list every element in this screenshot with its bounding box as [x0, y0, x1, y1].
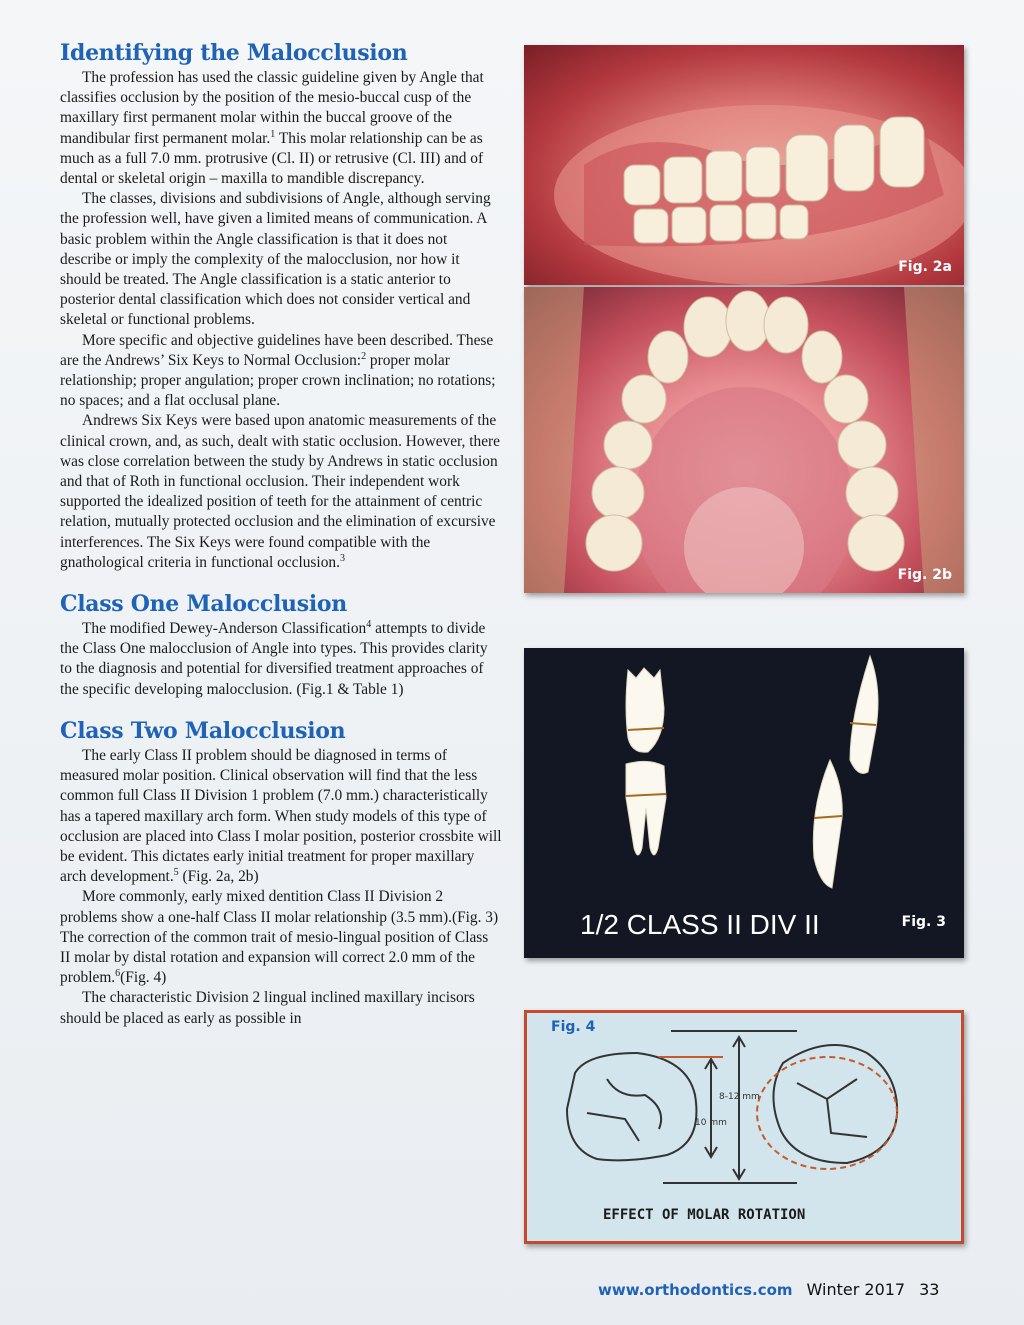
body-paragraph [60, 411, 502, 573]
body-paragraph [60, 619, 502, 700]
article-section [60, 40, 502, 573]
body-paragraph [60, 68, 502, 189]
paragraph-text: The characteristic Division 2 lingual inclined maxillary incisors should be placed as early as possible in [60, 989, 475, 1027]
reference-superscript: 2 [361, 350, 367, 362]
fig-2a-label: Fig. 2a [898, 259, 952, 275]
figure-4-diagram [524, 1010, 964, 1244]
class-ii-div-ii-illustration [524, 648, 964, 958]
body-paragraph [60, 887, 502, 988]
teeth-side-illustration [524, 45, 964, 285]
molar-rotation-illustration [527, 1013, 961, 1241]
paragraph-text: The profession has used the classic guideline given by Angle that classifies occlusion by the position of the mesio-buccal cusp of the maxillary first permanent molar within the buccal groove of the mandibular first permanent molar. [60, 69, 484, 147]
paragraph-text: (Fig. 4) [120, 969, 167, 987]
footer-url[interactable]: www.orthodontics.com [598, 1281, 793, 1299]
section-heading: Identifying the Malocclusion [60, 40, 408, 66]
reference-superscript: 4 [366, 618, 372, 630]
paragraph-text: (Fig. 2a, 2b) [178, 868, 259, 886]
fig-3-caption: 1/2 CLASS II DIV II [580, 909, 820, 940]
figure-2a-photo [524, 45, 964, 285]
fig-4-measure-outer: 8-12 mm [719, 1092, 760, 1102]
reference-superscript: 3 [339, 552, 345, 564]
body-paragraph [60, 189, 502, 330]
body-paragraph [60, 331, 502, 412]
article-section [60, 591, 502, 700]
maxillary-arch-illustration [524, 287, 964, 593]
paragraph-text: attempts to divide the Class One malocclusion of Angle into types. This provides clarity to the diagnosis and potential for diversified treatment approaches of the specific developing malocclusion. (Fig.1 & Table 1) [60, 620, 488, 698]
fig-2b-label: Fig. 2b [897, 567, 952, 583]
fig-4-caption: EFFECT OF MOLAR ROTATION [603, 1207, 806, 1223]
fig-3-label: Fig. 3 [901, 914, 946, 930]
figure-3-diagram [524, 648, 964, 958]
reference-superscript: 6 [115, 968, 121, 979]
section-heading: Class Two Malocclusion [60, 717, 346, 744]
paragraph-text: The early Class II problem should be diagnosed in terms of measured molar position. Clinical observation will find that the less common full Class II Division 1 problem (7.0 mm.) characteristically has a tapered maxillary arch form. When study models of this type of occlusion are placed into Class I molar position, posterior crossbite will be evident. This dictates early initial treatment for proper maxillary arch development. [60, 746, 502, 886]
paragraph-text: Andrews Six Keys were based upon anatomic measurements of the clinical crown, and, as such, dealt with static occlusion. However, there was close correlation between the study by Andrews in static occlusion and that of Roth in functional occlusion. Their independent work supported the idealized position of teeth for the attainment of centric relation, mutually protected occlusion and the elimination of excursive interferences. The Six Keys were found compatible with the gnathological criteria in functional occlusion. [60, 412, 501, 571]
figure-2b-photo [524, 287, 964, 593]
footer-issue: Winter 2017 [806, 1280, 906, 1299]
fig-4-label: Fig. 4 [551, 1019, 596, 1035]
fig-4-measure-inner: 10 mm [695, 1118, 727, 1128]
paragraph-text: More specific and objective guidelines have been described. These are the Andrews’ Six Keys to Normal Occlusion: [60, 331, 494, 369]
page-footer [598, 1280, 968, 1299]
paragraph-text: This molar relationship can be as much as a full 7.0 mm. protrusive (Cl. II) or retrusive (Cl. III) and of dental or skeletal origin – maxilla to mandible discrepancy. [60, 129, 484, 188]
article-section [60, 718, 502, 1029]
body-paragraph [60, 988, 502, 1028]
body-paragraph [60, 746, 502, 887]
section-heading: Class One Malocclusion [60, 591, 347, 618]
paragraph-text: proper molar relationship; proper angulation; proper crown inclination; no rotations; no spaces; and a flat occlusal plane. [60, 351, 496, 410]
reference-superscript: 5 [173, 866, 179, 878]
paragraph-text: The modified Dewey-Anderson Classification [82, 620, 367, 638]
footer-page-number: 33 [919, 1280, 940, 1299]
paragraph-text: The classes, divisions and subdivisions of Angle, although serving the profession well, have given a limited means of communication. A basic problem within the Angle classification is that it does not describe or imply the complexity of the malocclusion, nor how it should be treated. The Angle classification is a static anterior to posterior dental classification which does not consider vertical and skeletal or functional problems. [60, 190, 491, 329]
article-column [60, 40, 502, 1047]
paragraph-text: More commonly, early mixed dentition Class II Division 2 problems show a one-half Class II molar relationship (3.5 mm).(Fig. 3) The correction of the common trait of mesio-lingual position of Class II molar by distal rotation and expansion will correct 2.0 mm of the problem. [60, 888, 499, 987]
reference-superscript: 1 [270, 128, 276, 140]
